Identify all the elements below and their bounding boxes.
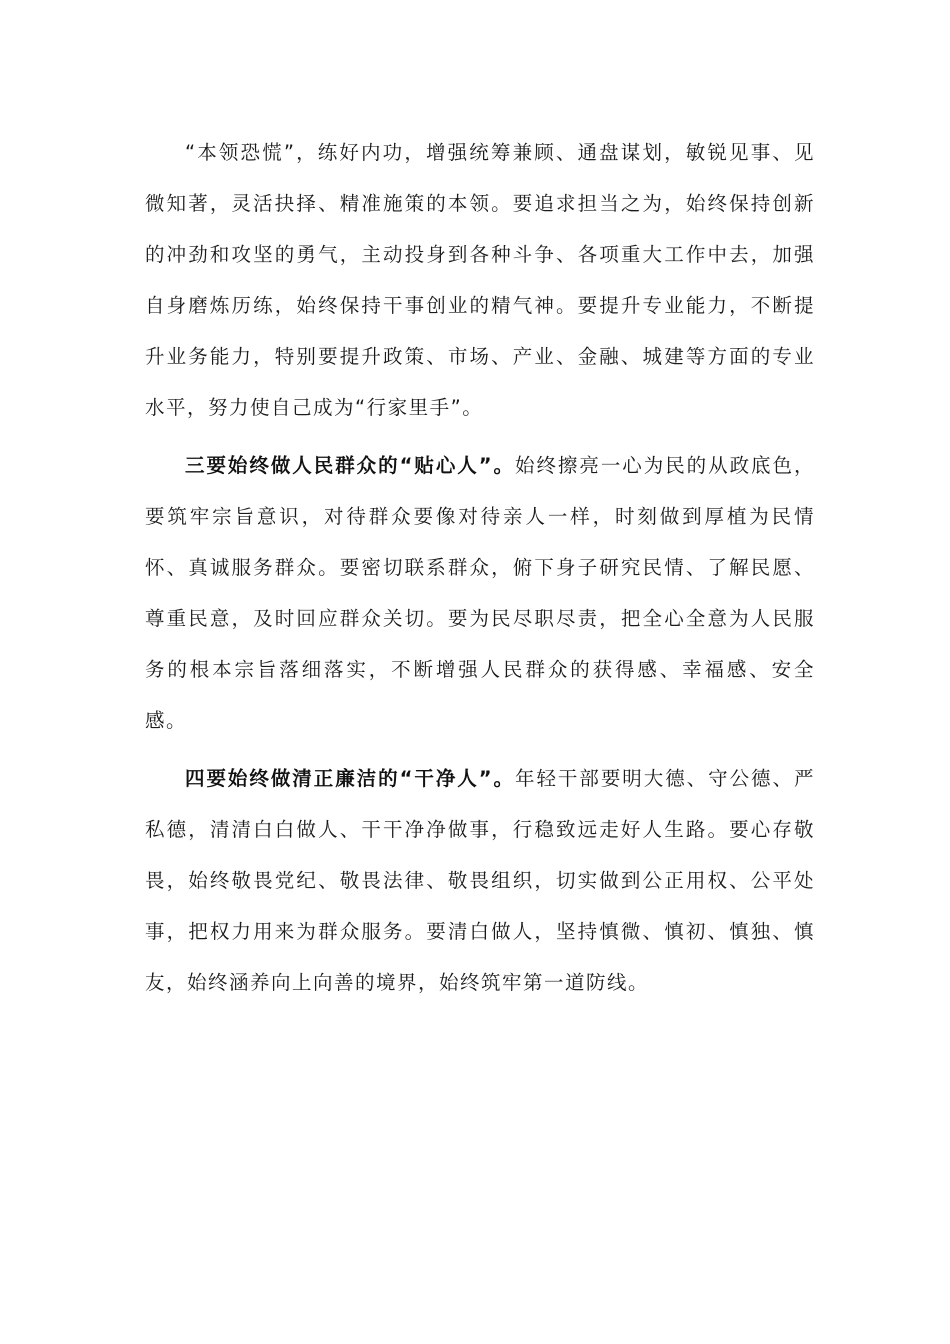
- paragraph-3-text: 年轻干部要明大德、守公德、严私德，清清白白做人、干干净净做事，行稳致远走好人生路。要心存敬畏，始终敬畏党纪、敬畏法律、敬畏组织，切实做到公正用权、公平处事，把权力用来为群众服务。要清白做人，坚持慎微、慎初、慎独、慎友，始终涵养向上向善的境界，始终筑牢第一道防线。: [145, 767, 815, 994]
- paragraph-2-text: 始终擦亮一心为民的从政底色，要筑牢宗旨意识，对待群众要像对待亲人一样，时刻做到厚植为民情怀、真诚服务群众。要密切联系群众，俯下身子研究民情、了解民愿、尊重民意，及时回应群众关切。要为民尽职尽责，把全心全意为人民服务的根本宗旨落细落实，不断增强人民群众的获得感、幸福感、安全感。: [145, 454, 815, 732]
- paragraph-1: [145, 127, 815, 433]
- document-body: [145, 127, 815, 1008]
- paragraph-2-lead: 三要始终做人民群众的“贴心人”。: [185, 454, 515, 477]
- paragraph-3-lead: 四要始终做清正廉洁的“干净人”。: [185, 767, 515, 790]
- paragraph-1-text: “本领恐慌”，练好内功，增强统筹兼顾、通盘谋划，敏锐见事、见微知著，灵活抉择、精准施策的本领。要追求担当之为，始终保持创新的冲劲和攻坚的勇气，主动投身到各种斗争、各项重大工作中去，加强自身磨炼历练，始终保持干事创业的精气神。要提升专业能力，不断提升业务能力，特别要提升政策、市场、产业、金融、城建等方面的专业水平，努力使自己成为“行家里手”。: [145, 141, 815, 419]
- paragraph-3: [145, 753, 815, 1008]
- paragraph-2: [145, 440, 815, 746]
